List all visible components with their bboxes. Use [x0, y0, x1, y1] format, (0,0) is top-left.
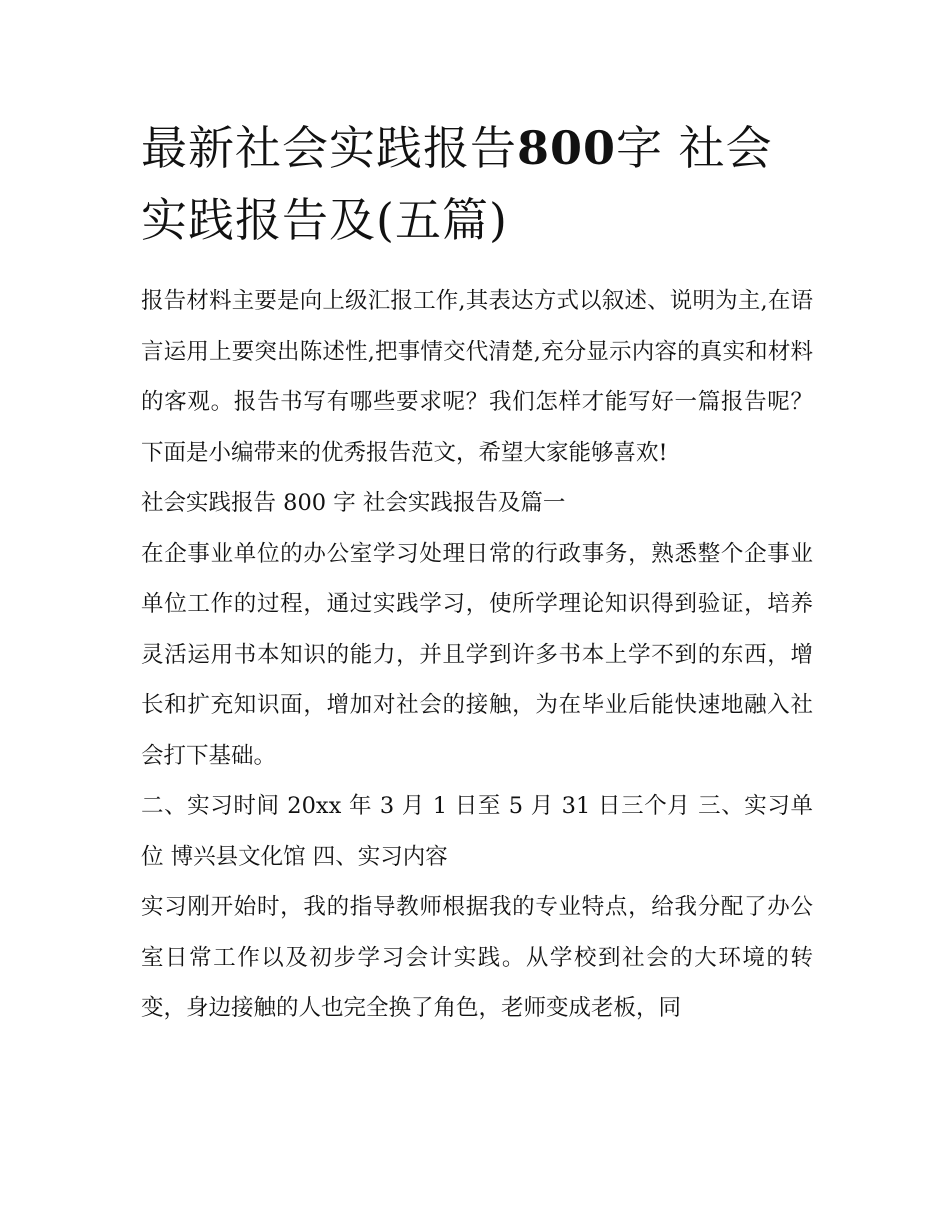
- section-heading: 社会实践报告 800 字 社会实践报告及篇一: [141, 490, 566, 516]
- body-paragraph: 在企事业单位的办公室学习处理日常的行政事务，熟悉整个企事业单位工作的过程，通过实践学习，使所学理论知识得到验证，培养灵活运用书本知识的能力，并且学到许多书本上学不到的东西，增长和扩充知识面，增加对社会的接触，为在毕业后能快速地融入社会打下基础。: [141, 540, 813, 769]
- title-text-end: 字 社会实践报告及(五篇): [141, 121, 773, 247]
- document-title: [141, 112, 813, 256]
- title-text-start: 最新社会实践报告: [141, 121, 517, 175]
- document-page: [141, 112, 813, 1034]
- body-paragraph: 实习刚开始时，我的指导教师根据我的专业特点，给我分配了办公室日常工作以及初步学习会计实践。从学校到社会的大环境的转变，身边接触的人也完全换了角色，老师变成老板，同: [141, 894, 813, 1021]
- internship-info-paragraph: 二、实习时间 20xx 年 3 月 1 日至 5 月 31 日三个月 三、实习单位 博兴县文化馆 四、实习内容: [141, 793, 813, 870]
- intro-paragraph: 报告材料主要是向上级汇报工作,其表达方式以叙述、说明为主,在语言运用上要突出陈述性,把事情交代清楚,充分显示内容的真实和材料的客观。报告书写有哪些要求呢？我们怎样才能写好一篇报告呢？下面是小编带来的优秀报告范文，希望大家能够喜欢!: [141, 288, 813, 466]
- title-number: 800: [517, 121, 617, 175]
